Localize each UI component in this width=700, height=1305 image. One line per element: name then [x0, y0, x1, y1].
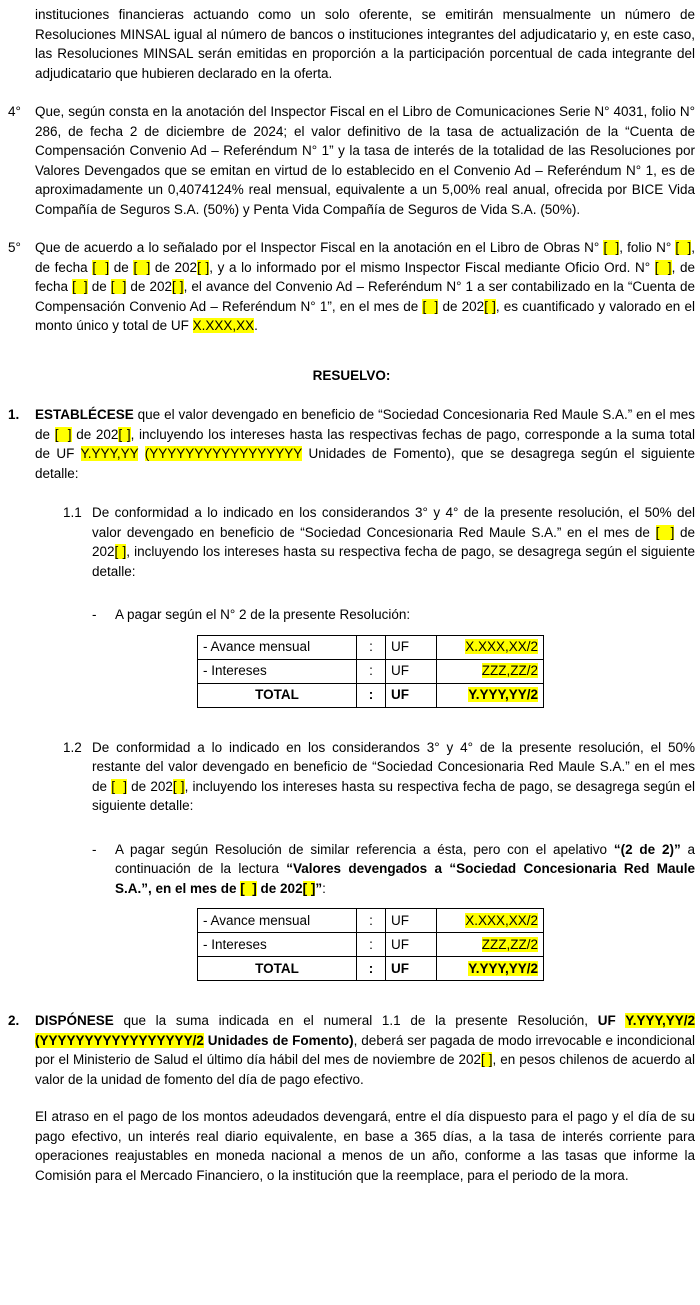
text-run: Que de acuerdo a lo señalado por el Inspector Fiscal en la anotación en el Libro de Obras N° [35, 240, 604, 255]
cell-unit: UF [386, 683, 437, 707]
text-run: , de fecha [35, 240, 695, 275]
intereses-row [198, 659, 544, 683]
considerando-4 [8, 102, 695, 219]
cell-value [437, 933, 544, 957]
avance-row [198, 635, 544, 659]
detail-table-1 [197, 635, 544, 708]
text-run: de 202 [150, 259, 198, 275]
avance-row [198, 909, 544, 933]
text-run: ESTABLÉCESE [35, 407, 134, 422]
text-run: “(2 de 2)” [613, 841, 681, 857]
text-run: A pagar según Resolución de similar referencia a ésta, pero con el apelativo [115, 841, 614, 857]
placeholder-highlight: [ ] [603, 240, 620, 255]
placeholder-highlight: (YYYYYYYYYYYYYYYYY [144, 446, 303, 461]
placeholder-highlight: [ ] [422, 298, 439, 314]
text-run: ” [315, 880, 323, 896]
text-run: DISPÓNESE [35, 1013, 114, 1028]
text-run: De conformidad a lo indicado en los considerandos 3° y 4° de la presente resolución, el 50% restante del valor devengado en beneficio de “Sociedad Concesionaria Red Maule S.A.” en el mes de [92, 739, 695, 794]
item-1-1-text [92, 503, 695, 581]
text-run: , incluyendo los intereses hasta su respectiva fecha de pago, se desagrega según el siguiente detalle: [92, 778, 695, 813]
cell-value [437, 659, 544, 683]
dash-item-2-text [115, 840, 695, 899]
text-run: que el valor devengado en beneficio de “Sociedad Concesionaria Red Maule S.A.” en el mes de [35, 407, 695, 442]
cell-label: - Intereses [198, 659, 357, 683]
resolutivo-2 [8, 1011, 695, 1089]
text-run [138, 446, 144, 461]
considerando-5 [8, 238, 695, 336]
text-run: de 202 [71, 426, 119, 442]
placeholder-highlight: ZZZ,ZZ/2 [481, 663, 538, 679]
text-run: Que, según consta en la anotación del Inspector Fiscal en el Libro de Comunicaciones Serie N° 4031, folio N° 286, de fecha 2 de diciembre de 2024; el valor definitivo de la tasa de actualización de la “Cuenta de Compensación Convenio Ad – Referéndum N° 1” y la tasa de interés de la totalidad de las Resoluciones por Valores Devengados que se emitan en virtud de lo establecido en el Convenio Ad – Referéndum N° 1, es de aproximadamente un 0,4074124% real mensual, equivalente a un 5,00% real anual, ofrecida por BICE Vida Compañía de Seguros S.A. (50%) y Penta Vida Compañía de Seguros de Vida S.A. (50%). [35, 104, 695, 217]
cell-separator: : [357, 635, 386, 659]
placeholder-highlight: [ ] [111, 778, 128, 794]
text-run: que la suma indicada en el numeral 1.1 de la presente Resolución, [113, 1013, 598, 1028]
item-1-1 [63, 503, 695, 581]
text-run: El atraso en el pago de los montos adeudados devengará, entre el día dispuesto para el pago y el día de su pago efectivo, un interés real diario equivalente, en base a 365 días, a la tasa de interés corriente para operaciones reajustables en moneda nacional a menos de un año, conforme a las tasas que informe la Comisión para el Mercado Financiero, o la institución que la reemplace, para el periodo de la mora. [35, 1109, 695, 1183]
cell-unit: UF [386, 659, 437, 683]
item-number: 1.2 [63, 739, 82, 755]
text-run: de [109, 259, 134, 275]
resuelvo-heading: RESUELVO: [312, 367, 391, 383]
placeholder-highlight: [ ] [172, 279, 184, 294]
item-number: 2. [8, 1013, 20, 1028]
placeholder-highlight: Y.YYY,YY/2 [625, 1013, 695, 1028]
intereses-row [198, 933, 544, 957]
total-row [198, 957, 544, 981]
cell-label: - Avance mensual [198, 909, 357, 933]
item-1-2 [63, 738, 695, 816]
text-run: Unidades de Fomento) [203, 1032, 354, 1048]
dash-bullet: - [92, 841, 97, 857]
text-run: de 202 [438, 298, 485, 314]
text-run: , de fecha [35, 259, 695, 294]
cell-separator: : [357, 909, 386, 933]
dash-item-1-text [115, 605, 695, 625]
placeholder-highlight: [ ] [197, 259, 210, 275]
placeholder-highlight: [ ] [118, 426, 131, 442]
text-run: de 202 [92, 524, 695, 559]
cell-separator: : [357, 659, 386, 683]
placeholder-highlight: [ ] [172, 778, 185, 794]
resolutivo-1 [8, 405, 695, 483]
placeholder-highlight: [ ] [654, 259, 672, 275]
detail-table-2 [197, 908, 544, 981]
text-run: , y a lo informado por el mismo Inspector Fiscal mediante Oficio Ord. N° [209, 259, 655, 275]
text-run: de 202 [127, 778, 173, 794]
text-run: , incluyendo los intereses hasta su respectiva fecha de pago, se desagrega según el siguiente detalle: [92, 544, 695, 579]
placeholder-highlight: [ ] [240, 880, 257, 896]
text-run: A pagar según el N° 2 de la presente Resolución: [115, 607, 411, 622]
text-run: de [87, 279, 111, 294]
item-number: 1. [8, 407, 20, 422]
placeholder-highlight: (YYYYYYYYYYYYYYYYY/2 [35, 1032, 204, 1048]
item-number: 5° [8, 240, 21, 255]
text-run: de 202 [256, 880, 303, 896]
text-run: , deberá ser pagada de modo irrevocable e incondicional por el Ministerio de Salud el último día hábil del mes de noviembre de 202 [35, 1032, 695, 1067]
text-run: : [322, 880, 326, 896]
placeholder-highlight: Y.YYY,YY/2 [468, 960, 538, 976]
cell-separator: : [357, 683, 386, 707]
text-run: , el avance del Convenio Ad – Referéndum N° 1 a ser contabilizado en la “Cuenta de Compensación Convenio Ad – Referéndum N° 1”, en el mes de [35, 279, 695, 314]
placeholder-highlight: [ ] [92, 259, 110, 275]
dash-item-2 [92, 840, 695, 899]
text-run: Unidades de Fomento), que se desagrega según el siguiente detalle: [35, 446, 695, 481]
item-number: 1.1 [63, 505, 82, 520]
cell-label: - Avance mensual [198, 635, 357, 659]
text-run: a continuación de la lectura [115, 841, 696, 876]
item-number: 4° [8, 104, 21, 119]
text-run: , folio N° [619, 240, 676, 255]
cell-label: TOTAL [198, 683, 357, 707]
placeholder-highlight: X.XXX,XX/2 [465, 639, 538, 655]
placeholder-highlight: [ ] [480, 1052, 493, 1067]
placeholder-highlight: X.XXX,XX [192, 318, 255, 333]
text-run: de 202 [126, 279, 173, 294]
text-run: . [254, 318, 258, 333]
cell-value [437, 635, 544, 659]
placeholder-highlight: [ ] [110, 279, 127, 294]
placeholder-highlight: [ ] [655, 524, 675, 540]
placeholder-highlight: [ ] [484, 298, 496, 314]
cell-unit: UF [386, 635, 437, 659]
text-run: , incluyendo los intereses hasta las respectivas fechas de pago, corresponde a la suma total de UF [35, 426, 695, 461]
placeholder-highlight: Y.YYY,YY [80, 446, 139, 461]
placeholder-highlight: [ ] [114, 544, 127, 559]
placeholder-highlight: [ ] [72, 279, 88, 294]
placeholder-highlight: [ ] [133, 259, 151, 275]
text-run: instituciones financieras actuando como un solo oferente, se emitirán mensualmente un número de Resoluciones MINSAL igual al número de bancos o instituciones integrantes del adjudicatario y, en este caso, las Resoluciones MINSAL serán emitidas en proporción a la participación porcentual de cada integrante del adjudicatario que hubieren declarado en la oferta. [35, 7, 695, 81]
cell-unit: UF [386, 957, 437, 981]
resolutivo-2-text [35, 1011, 695, 1089]
dash-item-1 [92, 605, 695, 625]
paragraph-continuation [35, 5, 695, 83]
cell-value [437, 909, 544, 933]
placeholder-highlight: X.XXX,XX/2 [465, 912, 538, 928]
placeholder-highlight: [ ] [302, 880, 316, 896]
considerando-5-text [35, 238, 695, 336]
placeholder-highlight: [ ] [54, 426, 72, 442]
placeholder-highlight: Y.YYY,YY/2 [468, 687, 538, 703]
cell-unit: UF [386, 933, 437, 957]
text-run: UF [597, 1013, 626, 1028]
text-run: , en pesos chilenos de acuerdo al valor de la unidad de fomento del día de pago efectivo. [35, 1052, 695, 1087]
text-run: “Valores devengados a “Sociedad Concesionaria Red Maule S.A.”, en el mes de [115, 861, 695, 896]
considerando-4-text [35, 102, 695, 219]
cell-unit: UF [386, 909, 437, 933]
cell-separator: : [357, 957, 386, 981]
cell-label: TOTAL [198, 957, 357, 981]
cell-value [437, 957, 544, 981]
text-run: De conformidad a lo indicado en los considerandos 3° y 4° de la presente resolución, el 50% del valor devengado en beneficio de “Sociedad Concesionaria Red Maule S.A.” en el mes de [92, 505, 695, 540]
item-1-2-text [92, 738, 695, 816]
placeholder-highlight: [ ] [675, 240, 692, 255]
cell-value [437, 683, 544, 707]
paragraph-mora [35, 1107, 695, 1185]
cell-separator: : [357, 933, 386, 957]
resolutivo-1-text [35, 405, 695, 483]
text-run: , es cuantificado y valorado en el monto único y total de UF [35, 298, 695, 333]
total-row [198, 683, 544, 707]
cell-label: - Intereses [198, 933, 357, 957]
placeholder-highlight: ZZZ,ZZ/2 [481, 936, 538, 952]
dash-bullet: - [92, 607, 97, 622]
